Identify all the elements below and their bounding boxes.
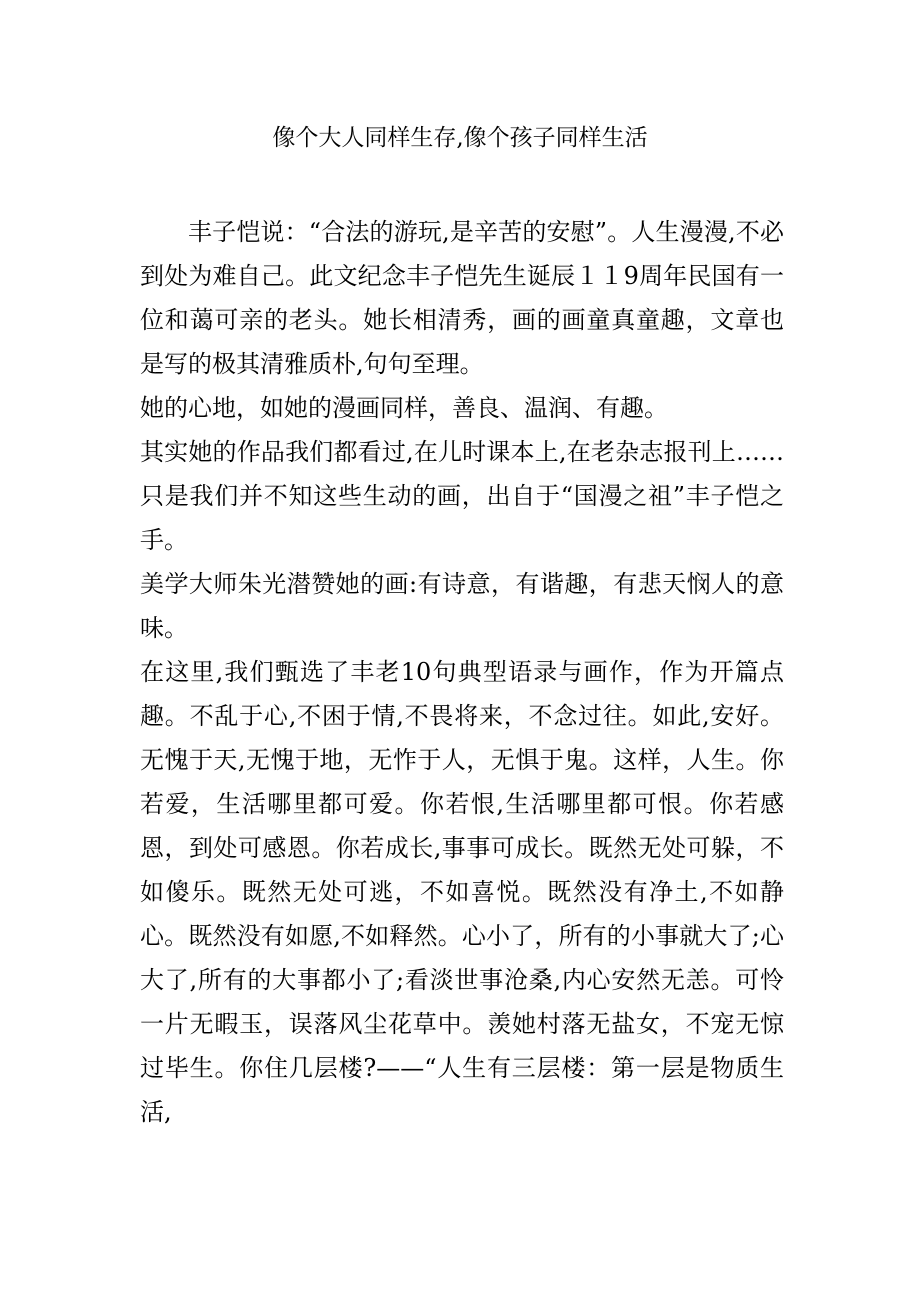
paragraph-heart: 她的心地，如她的漫画同样，善良、温润、有趣。: [140, 394, 668, 422]
document-title: 像个大人同样生存,像个孩子同样生活: [272, 125, 648, 151]
document-body: [140, 210, 784, 1134]
paragraph-works: 其实她的作品我们都看过,在儿时课本上,在老杂志报刊上……只是我们并不知这些生动的画，出自于“国漫之祖”丰子恺之手。: [140, 438, 784, 554]
paragraph-quotes: 在这里,我们甄选了丰老10句典型语录与画作，作为开篇点趣。不乱于心,不困于情,不畏将来，不念过往。如此,安好。无愧于天,无愧于地，无怍于人，无惧于鬼。这样，人生。你若爱，生活哪里都可爱。你若恨,生活哪里都可恨。你若感恩，到处可感恩。你若成长,事事可成长。既然无处可躲，不如傻乐。既然无处可逃，不如喜悦。既然没有净土,不如静心。既然没有如愿,不如释然。心小了，所有的小事就大了;心大了,所有的大事都小了;看淡世事沧桑,内心安然无恙。可怜一片无暇玉，误落风尘花草中。羡她村落无盐女，不宠无惊过毕生。你住几层楼?——“人生有三层楼：第一层是物质生活,: [140, 658, 784, 1126]
paragraph-praise: 美学大师朱光潜赞她的画:有诗意，有谐趣，有悲天悯人的意味。: [140, 570, 784, 642]
paragraph-intro: 丰子恺说：“合法的游玩,是辛苦的安慰”。人生漫漫,不必到处为难自己。此文纪念丰子恺先生诞辰１１9周年民国有一位和蔼可亲的老头。她长相清秀，画的画童真童趣，文章也是写的极其清雅质朴,句句至理。: [140, 218, 784, 378]
